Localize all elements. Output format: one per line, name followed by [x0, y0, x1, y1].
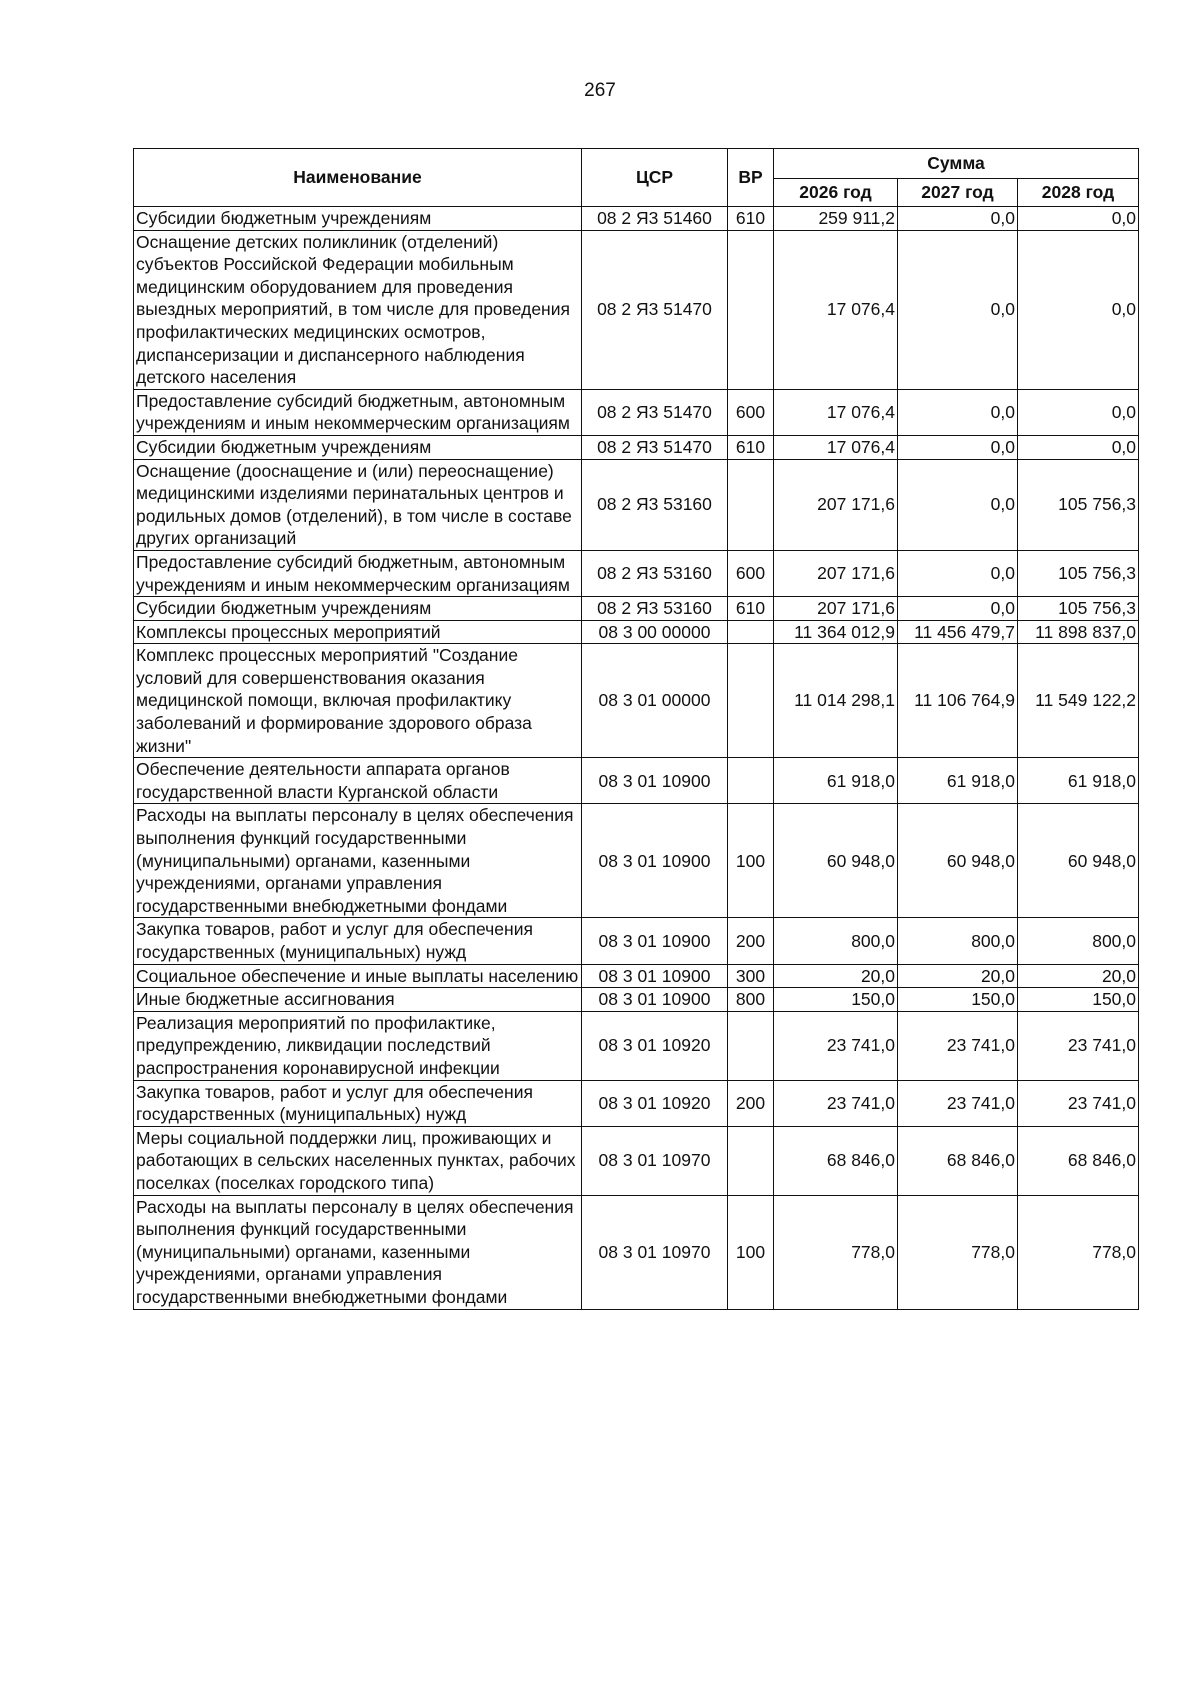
row-amount-2027: 0,0 [898, 550, 1018, 596]
row-csr: 08 3 01 00000 [582, 644, 728, 758]
row-vr: 100 [728, 1195, 774, 1309]
row-amount-2026: 207 171,6 [774, 550, 898, 596]
row-vr: 200 [728, 1080, 774, 1126]
row-amount-2026: 17 076,4 [774, 435, 898, 459]
row-amount-2026: 259 911,2 [774, 207, 898, 231]
row-amount-2026: 60 948,0 [774, 804, 898, 918]
row-amount-2027: 23 741,0 [898, 1080, 1018, 1126]
row-amount-2028: 105 756,3 [1018, 459, 1139, 550]
row-amount-2026: 207 171,6 [774, 459, 898, 550]
row-vr [728, 758, 774, 804]
table-row [134, 550, 1139, 596]
row-amount-2028: 0,0 [1018, 230, 1139, 389]
row-csr: 08 3 01 10900 [582, 804, 728, 918]
row-amount-2026: 207 171,6 [774, 597, 898, 621]
row-name: Комплекс процессных мероприятий "Создание условий для совершенствования оказания медицинской помощи, включая профилактику заболеваний и формирование здорового образа жизни" [134, 644, 582, 758]
header-year-2026: 2026 год [774, 179, 898, 207]
row-amount-2028: 105 756,3 [1018, 597, 1139, 621]
row-amount-2026: 150,0 [774, 988, 898, 1012]
row-amount-2027: 0,0 [898, 230, 1018, 389]
row-amount-2026: 800,0 [774, 918, 898, 964]
row-amount-2027: 150,0 [898, 988, 1018, 1012]
page-number: 267 [584, 80, 616, 101]
row-amount-2028: 150,0 [1018, 988, 1139, 1012]
row-amount-2026: 68 846,0 [774, 1126, 898, 1195]
row-csr: 08 2 Я3 53160 [582, 459, 728, 550]
row-amount-2027: 20,0 [898, 964, 1018, 988]
table-row [134, 597, 1139, 621]
row-amount-2027: 23 741,0 [898, 1011, 1018, 1080]
table-row [134, 918, 1139, 964]
table-body [134, 207, 1139, 1310]
row-amount-2028: 800,0 [1018, 918, 1139, 964]
row-amount-2027: 68 846,0 [898, 1126, 1018, 1195]
table-row [134, 1195, 1139, 1309]
table-row [134, 230, 1139, 389]
row-amount-2028: 61 918,0 [1018, 758, 1139, 804]
row-amount-2027: 778,0 [898, 1195, 1018, 1309]
header-year-2027: 2027 год [898, 179, 1018, 207]
row-amount-2028: 11 898 837,0 [1018, 620, 1139, 644]
row-vr: 600 [728, 550, 774, 596]
row-csr: 08 3 01 10920 [582, 1011, 728, 1080]
row-name: Комплексы процессных мероприятий [134, 620, 582, 644]
table-row [134, 620, 1139, 644]
table-row [134, 1126, 1139, 1195]
row-name: Субсидии бюджетным учреждениям [134, 597, 582, 621]
row-amount-2026: 20,0 [774, 964, 898, 988]
row-amount-2027: 0,0 [898, 597, 1018, 621]
row-vr: 200 [728, 918, 774, 964]
row-csr: 08 3 01 10900 [582, 758, 728, 804]
row-amount-2028: 778,0 [1018, 1195, 1139, 1309]
row-name: Субсидии бюджетным учреждениям [134, 207, 582, 231]
row-name: Закупка товаров, работ и услуг для обеспечения государственных (муниципальных) нужд [134, 918, 582, 964]
table-row [134, 389, 1139, 435]
row-amount-2028: 68 846,0 [1018, 1126, 1139, 1195]
row-csr: 08 3 01 10900 [582, 964, 728, 988]
row-amount-2028: 20,0 [1018, 964, 1139, 988]
row-amount-2026: 778,0 [774, 1195, 898, 1309]
row-amount-2028: 0,0 [1018, 435, 1139, 459]
row-amount-2027: 0,0 [898, 207, 1018, 231]
row-csr: 08 3 01 10900 [582, 918, 728, 964]
row-csr: 08 3 01 10970 [582, 1126, 728, 1195]
row-vr: 610 [728, 207, 774, 231]
table-row [134, 988, 1139, 1012]
row-amount-2027: 0,0 [898, 459, 1018, 550]
row-amount-2028: 11 549 122,2 [1018, 644, 1139, 758]
row-amount-2027: 60 948,0 [898, 804, 1018, 918]
row-amount-2026: 61 918,0 [774, 758, 898, 804]
row-vr [728, 1011, 774, 1080]
table-row [134, 207, 1139, 231]
row-amount-2026: 17 076,4 [774, 389, 898, 435]
row-name: Реализация мероприятий по профилактике, предупреждению, ликвидации последствий распространения коронавирусной инфекции [134, 1011, 582, 1080]
row-amount-2027: 61 918,0 [898, 758, 1018, 804]
row-amount-2027: 11 106 764,9 [898, 644, 1018, 758]
row-vr [728, 644, 774, 758]
table-row [134, 435, 1139, 459]
row-csr: 08 3 00 00000 [582, 620, 728, 644]
row-name: Субсидии бюджетным учреждениям [134, 435, 582, 459]
row-name: Социальное обеспечение и иные выплаты населению [134, 964, 582, 988]
row-vr [728, 620, 774, 644]
table-row [134, 758, 1139, 804]
budget-table [133, 148, 1139, 1310]
table-row [134, 459, 1139, 550]
row-vr: 600 [728, 389, 774, 435]
row-amount-2028: 23 741,0 [1018, 1080, 1139, 1126]
header-csr: ЦСР [582, 149, 728, 207]
row-vr [728, 459, 774, 550]
row-amount-2026: 23 741,0 [774, 1011, 898, 1080]
row-name: Расходы на выплаты персоналу в целях обеспечения выполнения функций государственными (муниципальными) органами, казенными учреждениями, органами управления государственными внебюджетными фондами [134, 1195, 582, 1309]
row-name: Меры социальной поддержки лиц, проживающих и работающих в сельских населенных пунктах, рабочих поселках (поселках городского типа) [134, 1126, 582, 1195]
row-csr: 08 2 Я3 51460 [582, 207, 728, 231]
row-vr: 610 [728, 435, 774, 459]
row-name: Обеспечение деятельности аппарата органов государственной власти Курганской области [134, 758, 582, 804]
row-amount-2027: 0,0 [898, 389, 1018, 435]
table-row [134, 804, 1139, 918]
row-csr: 08 2 Я3 51470 [582, 435, 728, 459]
table-row [134, 644, 1139, 758]
row-vr: 300 [728, 964, 774, 988]
row-amount-2027: 0,0 [898, 435, 1018, 459]
row-amount-2028: 105 756,3 [1018, 550, 1139, 596]
row-csr: 08 2 Я3 53160 [582, 597, 728, 621]
table-row [134, 964, 1139, 988]
row-vr [728, 1126, 774, 1195]
row-amount-2026: 11 014 298,1 [774, 644, 898, 758]
row-name: Иные бюджетные ассигнования [134, 988, 582, 1012]
row-name: Оснащение детских поликлиник (отделений) субъектов Российской Федерации мобильным медицинским оборудованием для проведения выездных мероприятий, в том числе для проведения профилактических медицинских осмотров, диспансеризации и диспансерного наблюдения детского населения [134, 230, 582, 389]
header-name: Наименование [134, 149, 582, 207]
row-amount-2026: 23 741,0 [774, 1080, 898, 1126]
row-csr: 08 2 Я3 51470 [582, 230, 728, 389]
table-header [134, 149, 1139, 207]
row-csr: 08 2 Я3 51470 [582, 389, 728, 435]
row-amount-2026: 11 364 012,9 [774, 620, 898, 644]
row-vr: 800 [728, 988, 774, 1012]
row-amount-2026: 17 076,4 [774, 230, 898, 389]
row-amount-2028: 60 948,0 [1018, 804, 1139, 918]
row-csr: 08 3 01 10970 [582, 1195, 728, 1309]
table-row [134, 1080, 1139, 1126]
row-name: Расходы на выплаты персоналу в целях обеспечения выполнения функций государственными (муниципальными) органами, казенными учреждениями, органами управления государственными внебюджетными фондами [134, 804, 582, 918]
row-csr: 08 3 01 10900 [582, 988, 728, 1012]
row-csr: 08 2 Я3 53160 [582, 550, 728, 596]
table-row [134, 1011, 1139, 1080]
row-name: Предоставление субсидий бюджетным, автономным учреждениям и иным некоммерческим организациям [134, 550, 582, 596]
row-name: Предоставление субсидий бюджетным, автономным учреждениям и иным некоммерческим организациям [134, 389, 582, 435]
row-vr: 100 [728, 804, 774, 918]
row-vr: 610 [728, 597, 774, 621]
row-amount-2028: 0,0 [1018, 389, 1139, 435]
row-amount-2028: 0,0 [1018, 207, 1139, 231]
header-year-2028: 2028 год [1018, 179, 1139, 207]
row-amount-2028: 23 741,0 [1018, 1011, 1139, 1080]
header-sum: Сумма [774, 149, 1139, 179]
row-csr: 08 3 01 10920 [582, 1080, 728, 1126]
row-vr [728, 230, 774, 389]
row-name: Оснащение (дооснащение и (или) переоснащение) медицинскими изделиями перинатальных центров и родильных домов (отделений), в том числе в составе других организаций [134, 459, 582, 550]
row-amount-2027: 11 456 479,7 [898, 620, 1018, 644]
header-vr: ВР [728, 149, 774, 207]
row-name: Закупка товаров, работ и услуг для обеспечения государственных (муниципальных) нужд [134, 1080, 582, 1126]
row-amount-2027: 800,0 [898, 918, 1018, 964]
